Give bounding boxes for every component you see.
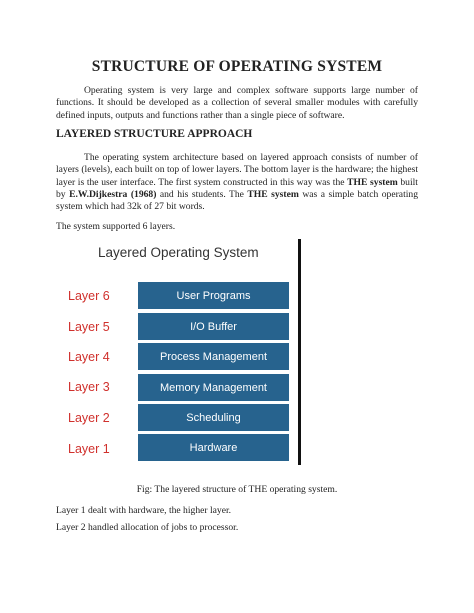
layer-label: Layer 3: [68, 380, 110, 394]
para-text-3: and his students. The: [156, 188, 248, 200]
para-text-1: The operating system architecture based on layered approach consists of number of layers (levels), each built on top of lower layers. The bottom layer is the hardware; the highest layer is the user interface. The first system constructed in this way was the: [56, 152, 418, 188]
the-system-bold-1: THE system: [347, 176, 398, 188]
dijkstra-bold: E.W.Dijkestra (1968): [69, 188, 157, 200]
layer-label: Layer 2: [68, 411, 110, 425]
layer-box: Hardware: [138, 434, 289, 461]
layered-os-diagram: [56, 236, 306, 468]
layer-label: Layer 6: [68, 289, 110, 303]
note-layer-2: Layer 2 handled allocation of jobs to processor.: [56, 522, 239, 533]
layer-box: Scheduling: [138, 404, 289, 431]
layer-box: I/O Buffer: [138, 313, 289, 340]
note-layer-1: Layer 1 dealt with hardware, the higher layer.: [56, 505, 232, 516]
para-text-2: built by: [56, 176, 418, 200]
layer-label: Layer 1: [68, 442, 110, 456]
para-text-4: was a simple batch operating system which had 32k of 27 bit words.: [56, 188, 418, 213]
diagram-vertical-rule: [298, 239, 301, 465]
the-system-bold-2: THE system: [247, 188, 299, 200]
layer-box: Process Management: [138, 343, 289, 370]
intro-paragraph: [56, 85, 418, 122]
supported-layers-text: The system supported 6 layers.: [56, 221, 176, 232]
layer-box: Memory Management: [138, 374, 289, 401]
layer-box: User Programs: [138, 282, 289, 309]
layer-label: Layer 5: [68, 320, 110, 334]
layered-approach-paragraph: [56, 152, 418, 213]
figure-caption: Fig: The layered structure of THE operating system.: [136, 484, 338, 495]
diagram-title: Layered Operating System: [98, 245, 259, 260]
page-title: STRUCTURE OF OPERATING SYSTEM: [91, 58, 383, 75]
layer-label: Layer 4: [68, 350, 110, 364]
section-heading: LAYERED STRUCTURE APPROACH: [56, 128, 253, 140]
intro-text: Operating system is very large and complex software supports large number of functions. It should be developed as a collection of several smaller modules with carefully defined inputs, outputs and functions rather than a single piece of software.: [56, 85, 418, 121]
